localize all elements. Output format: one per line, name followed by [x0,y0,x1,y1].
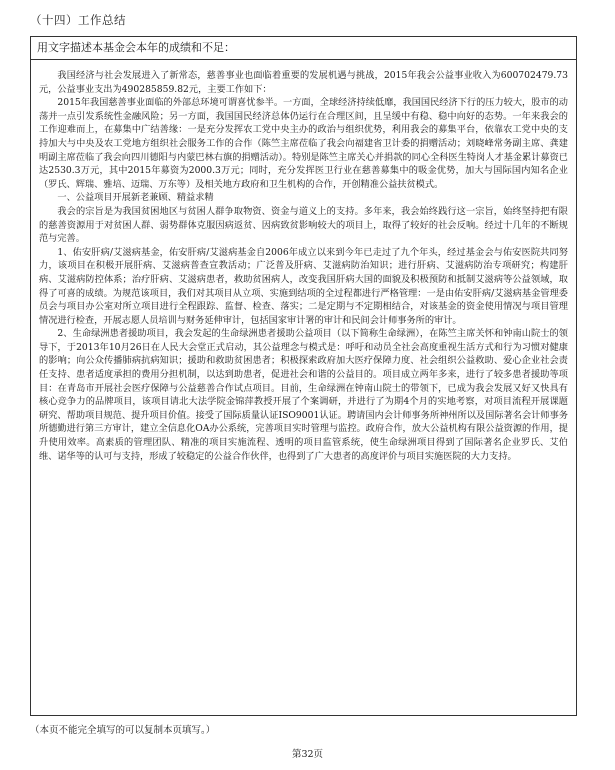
summary-content [31,60,576,463]
form-header: 用文字描述本基金会本年的成绩和不足： [31,37,576,60]
work-summary-box [30,36,577,716]
paragraph-intro: 我国经济与社会发展进入了新常态，慈善事业也面临着重要的发展机遇与挑战，2015年我会公益事业收入为600702479.73元，公益事业支出为490285859.82元，主要工作如下： [39,70,568,95]
paragraph-heading-projects: 一、公益项目开展新老兼顾、精益求精 [57,192,214,204]
footnote: （本页不能完全填写的可以复制本页填写。） [30,725,216,736]
paragraph-environment: 2015年我国慈善事业面临的外部总环境可谓喜忧参半。一方面，全球经济持续低靡，我国国民经济下行的压力较大，股市的动荡并一点引发系统性金融风险；另一方面，我国国民经济总体仍运行在合理区间，且呈缓中有稳、稳中向好的态势。一年来我会的工作迎难而上，在募集中广结善缘：一是充分发挥农工党中央主办的政治与组织优势，利用我会的募集平台，依靠农工党中央的支持加大与中央及农工党地方组织社会服务工作的合作（陈竺主席莅临了我会向福建省卫计委的捐赠活动；刘晓峰常务副主席、龚建明副主席莅临了我会向四川德阳与内蒙巴林右旗的捐赠活动）。特别是陈竺主席关心并捐款的同心全科医生特岗人才基金累计募资已达2530.3万元，其中2015年募资为2000.3万元；同时，充分发挥医卫行业在慈善募集中的吸金优势，加大与国际国内知名企业（罗氏、辉瑞、雅培、迈瑞、万东等）及相关地方政府和卫生机构的合作，开创精准公益扶贫模式。 [39,97,568,190]
paragraph-mission: 我会的宗旨是为我国贫困地区与贫困人群争取物资、资金与道义上的支持。多年来，我会始终践行这一宗旨，始终坚持把有限的慈善资源用于对贫困人群、弱势群体克服因病返贫、因病致贫影响较大的项目上，取得了较好的社会反响。经过十几年的不断规范与完善。 [39,205,568,245]
page-number: 第32页 [291,749,324,760]
section-title: （十四）工作总结 [30,13,126,27]
paragraph-life-oasis: 2、生命绿洲患者援助项目，我会发起的生命绿洲患者援助公益项目（以下简称生命绿洲），在陈竺主席关怀和钟南山院士的领导下，于2013年10月26日在人民大会堂正式启动，其公益理念与模式是：呼吁和动员全社会高度重视生活方式和行为习惯对健康的影响；向公众传播肺病抗病知识；援助和救助贫困患者；积极探索政府加大医疗保障力度、社会组织公益救助、爱心企业社会责任支持、患者适度承担的费用分担机制，以达到助患者，促进社会和谐的公益目的。项目成立两年多来，进行了较多患者援助等项目：在青岛市开展社会医疗保障与公益慈善合作试点项目。目前，生命绿洲在钟南山院士的带领下，已成为我会发展又好又快具有核心竞争力的品牌项目，该项目请北大法学院金锦萍教授开展了个案调研，并进行了为期4个月的实地考察，对项目流程开展课题研究、帮助项目规范、提升项目价值。接受了国际质量认证ISO9001认证。聘请国内会计师事务所神州所以及国际著名会计师事务所德勤进行第三方审计，建立全信息化OA办公系统，完善项目实时管理与监控。政府合作，放大公益机构有限公益资源的作用，提升使用效率。高素质的管理团队、精准的项目实施流程、透明的项目监管系统，使生命绿洲项目得到了国际著名企业罗氏、艾伯维、诺华等的认可与支持，形成了较稳定的公益合作伙伴，也得到了广大患者的高度评价与项目实施医院的大力支持。 [39,328,568,462]
paragraph-youan-fund: 1、佑安肝病/艾滋病基金，佑安肝病/艾滋病基金自2006年成立以来到今年已走过了九个年头，经过基金会与佑安医院共同努力，该项目在积极开展肝病、艾滋病普查宣教活动；广泛普及肝病、艾滋病防治知识；进行肝病、艾滋病防治专项研究；构建肝病、艾滋病防控体系；治疗肝病、艾滋病患者，救助贫困病人，改变我国肝病大国的面貌及积极预防和抵制艾滋病等公益领域，取得了可喜的成绩。为规范该项目，我们对其项目从立项、实施到结项的全过程都进行严格管理：一是由佑安肝病/艾滋病基金管理委员会与项目办公室对所立项目进行全程跟踪、监督、检查、落实；二是定期与不定期相结合，对该基金的资金使用情况与项目管理情况进行检查，开展志愿人员培训与财务延伸审计，包括国家审计署的审计和民间会计师事务所的审计。 [39,246,568,326]
